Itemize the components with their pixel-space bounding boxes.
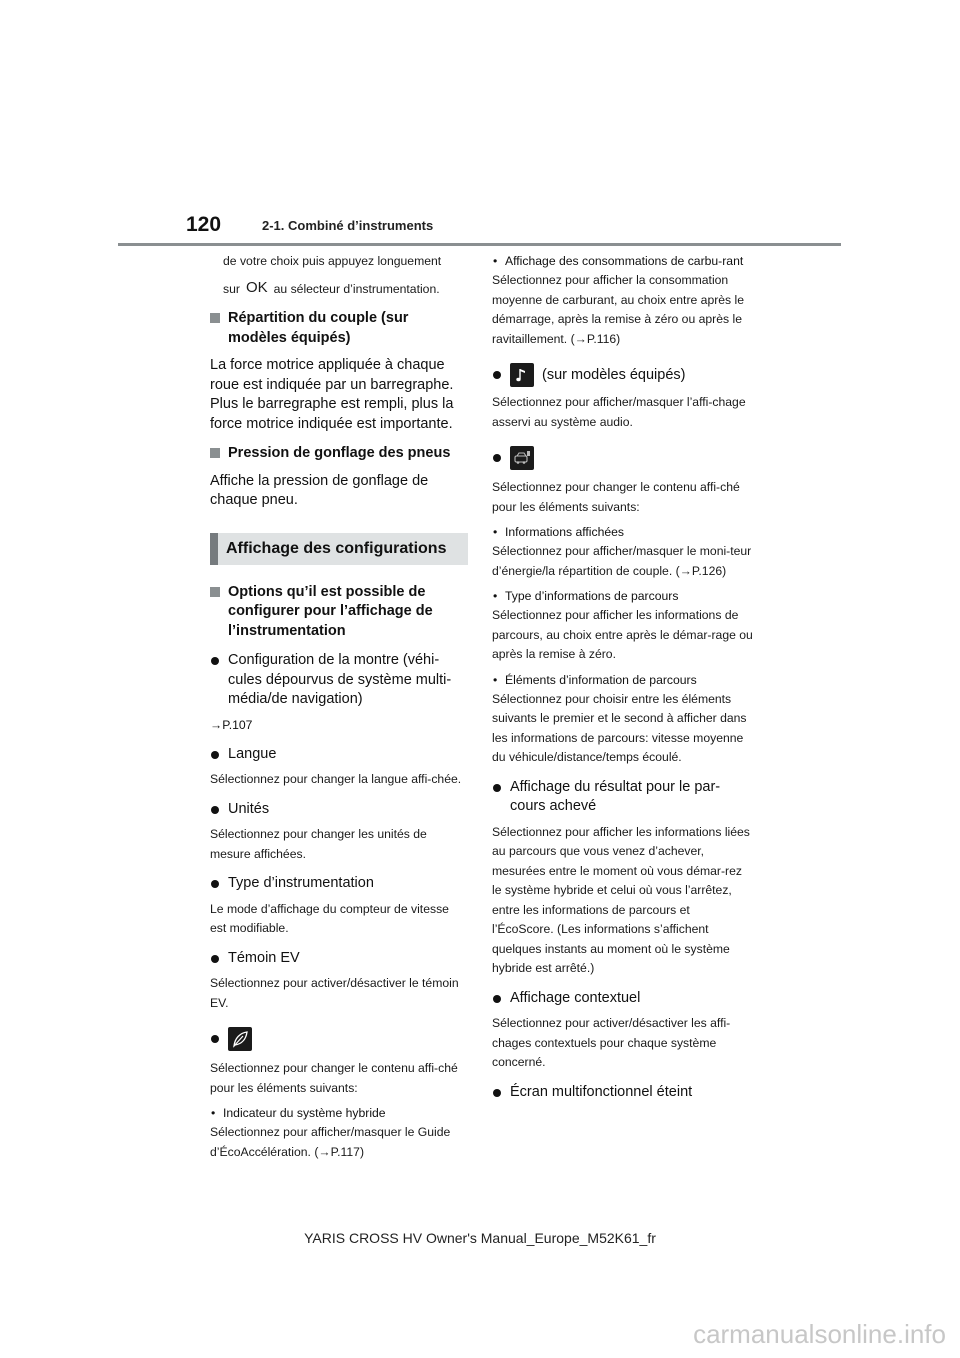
sub-bullet-icon: •	[211, 1106, 216, 1120]
bullet-dot-icon	[493, 1089, 501, 1097]
paragraph-info: Sélectionnez pour afficher/masquer le moni-teur d’énergie/la répartition de couple. (→P.126)	[492, 544, 752, 578]
bullet-dot-icon	[493, 784, 501, 792]
bullet-eco	[210, 1027, 468, 1051]
section-title: 2-1. Combiné d’instruments	[262, 218, 434, 233]
bullet-unites	[210, 800, 468, 820]
bullet-temoin	[210, 949, 468, 969]
music-note-icon	[510, 363, 534, 387]
subitem-elements-text: Éléments d’information de parcours	[505, 672, 697, 687]
paragraph-carbu: Sélectionnez pour afficher la consommation moyenne de carburant, au choix entre après le démarrage, après la remise à zéro ou après le ravitaillement. (→P.116)	[492, 273, 745, 346]
heading-couple-text: Répartition du couple (sur modèles équipés)	[228, 310, 409, 346]
bullet-langue	[210, 745, 468, 765]
bullet-dot-icon	[211, 657, 219, 665]
bullet-resultat	[492, 778, 754, 817]
manual-footer: YARIS CROSS HV Owner's Manual_Europe_M52K61_fr	[304, 1230, 656, 1246]
heading-couple	[210, 309, 468, 348]
header-divider	[118, 243, 841, 246]
bullet-resultat-text: Affichage du résultat pour le par-cours achevé	[510, 778, 721, 814]
square-bullet-icon	[210, 313, 220, 323]
paragraph-langue: Sélectionnez pour changer la langue affi-chée.	[210, 772, 462, 786]
bullet-contextuel-text: Affichage contextuel	[510, 989, 641, 1006]
bullet-contextuel	[492, 989, 754, 1009]
bullet-type	[210, 874, 468, 894]
subitem-hybride-text: Indicateur du système hybride	[223, 1106, 386, 1120]
left-column	[210, 252, 468, 1168]
right-column	[492, 252, 754, 1108]
bullet-dot-icon	[211, 1035, 219, 1043]
heading-options-text: Options qu’il est possible de configurer pour l’affichage de l’instrumentation	[228, 583, 433, 639]
sub-bullet-icon: •	[493, 672, 498, 687]
bullet-langue-text: Langue	[228, 745, 277, 762]
heading-pression	[210, 444, 468, 464]
bullet-type-text: Type d’instrumentation	[228, 875, 374, 891]
section-banner	[210, 533, 468, 565]
paragraph-audio: Sélectionnez pour afficher/masquer l’affi-chage asservi au système audio.	[492, 395, 746, 429]
bullet-dot-icon	[211, 955, 219, 963]
square-bullet-icon	[210, 448, 220, 458]
paragraph-pression: Affiche la pression de gonflage de chaque pneu.	[210, 472, 429, 508]
intro-line: de votre choix puis appuyez longuement	[223, 254, 442, 268]
subitem-carbu-text: Affichage des consommations de carbu-rant	[505, 254, 744, 268]
bullet-ecran	[492, 1083, 754, 1103]
paragraph-hybride: Sélectionnez pour afficher/masquer le Guide d’ÉcoAccélération. (→P.117)	[210, 1125, 451, 1159]
bullet-audio	[492, 363, 754, 387]
paragraph-elements: Sélectionnez pour choisir entre les éléments suivants le premier et le second à afficher dans les informations de parcours: vitesse moyenne du véhicule/distance/temps écoulé.	[492, 691, 747, 764]
square-bullet-icon	[210, 587, 220, 597]
banner-title: Affichage des configurations	[226, 539, 447, 557]
sub-bullet-icon: •	[493, 254, 498, 268]
sub-bullet-icon: •	[493, 525, 498, 539]
subitem-type-parcours-text: Type d’informations de parcours	[505, 589, 679, 603]
bullet-temoin-text: Témoin EV	[228, 949, 300, 966]
page-number: 120	[186, 213, 222, 236]
heading-pression-text: Pression de gonflage des pneus	[228, 445, 451, 461]
paragraph-contenu: Sélectionnez pour changer le contenu affi-ché pour les éléments suivants:	[492, 480, 740, 514]
page-reference: →P.107	[210, 717, 253, 732]
bullet-dot-icon	[211, 806, 219, 814]
bullet-dot-icon	[211, 751, 219, 759]
subitem-carbu	[492, 252, 754, 271]
paragraph-unites: Sélectionnez pour changer les unités de mesure affichées.	[210, 827, 427, 861]
heading-options	[210, 583, 468, 642]
paragraph-eco: Sélectionnez pour changer le contenu affi-ché pour les éléments suivants:	[210, 1061, 458, 1095]
bullet-vehicle	[492, 446, 754, 470]
intro-after: au sélecteur d’instrumentation.	[273, 281, 440, 296]
bullet-montre-text: Configuration de la montre (véhi-cules dépourvus de système multi-média/de navigation)	[228, 652, 452, 707]
subitem-elements	[492, 671, 754, 690]
subitem-info	[492, 523, 754, 542]
paragraph-couple: La force motrice appliquée à chaque roue est indiquée par un barregraphe. Plus le barregraphe est rempli, plus la force motrice indiquée est importante.	[210, 357, 454, 432]
bullet-audio-text: (sur modèles équipés)	[542, 366, 686, 383]
bullet-dot-icon	[493, 995, 501, 1003]
leaf-icon	[228, 1027, 252, 1051]
paragraph-temoin: Sélectionnez pour activer/désactiver le témoin EV.	[210, 976, 459, 1010]
bullet-ecran-text: Écran multifonctionnel éteint	[510, 1083, 693, 1100]
subitem-hybride	[210, 1104, 468, 1123]
bullet-unites-text: Unités	[228, 800, 270, 817]
bullet-dot-icon	[211, 880, 219, 888]
bullet-dot-icon	[493, 454, 501, 462]
paragraph-resultat: Sélectionnez pour afficher les informations liées au parcours que vous venez d’achever, mesurées entre le moment où vous démar-rez le système hybride et celui où vous l’arrêtez, entre les informations de parcours et l’ÉcoScore. (Les informations s’affichent quelques instants au moment où le système hybride est arrêté.)	[492, 824, 750, 975]
subitem-info-text: Informations affichées	[505, 525, 625, 539]
subitem-type-parcours	[492, 587, 754, 606]
paragraph-type: Le mode d’affichage du compteur de vitesse est modifiable.	[210, 901, 449, 935]
vehicle-info-icon	[510, 446, 534, 470]
sub-bullet-icon: •	[493, 589, 498, 603]
paragraph-type-parcours: Sélectionnez pour afficher les informations de parcours, au choix entre après le démar-rage ou après la remise à zéro.	[492, 608, 753, 661]
intro-sur: sur	[223, 281, 240, 296]
paragraph-contextuel: Sélectionnez pour activer/désactiver les affi-chages contextuels pour chaque système concerné.	[492, 1016, 731, 1069]
watermark: carmanualsonline.info	[693, 1319, 946, 1349]
bullet-montre	[210, 651, 468, 710]
ok-button-glyph: OK	[245, 278, 268, 296]
bullet-dot-icon	[493, 371, 501, 379]
intro-ok-line	[210, 278, 468, 300]
